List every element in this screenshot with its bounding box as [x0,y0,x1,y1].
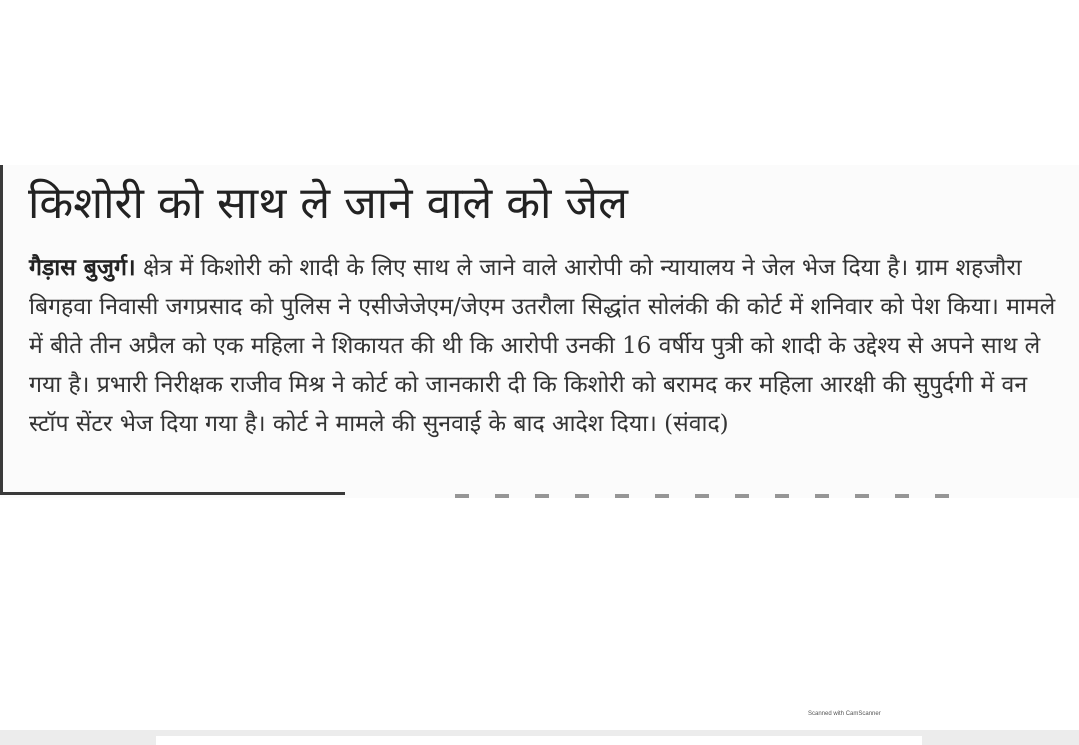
article-body [29,248,1059,444]
column-rule-bottom [0,492,345,495]
column-rule-left [0,165,3,495]
scanner-watermark: Scanned with CamScanner [808,711,881,717]
page-bottom-sheet [156,736,922,745]
article-headline: किशोरी को साथ ले जाने वाले को जेल [28,178,628,229]
article-body-text: क्षेत्र में किशोरी को शादी के लिए साथ ले जाने वाले आरोपी को न्यायालय ने जेल भेज दिया है। ग्राम शहजौरा बिगहवा निवासी जगप्रसाद को पुलिस ने एसीजेजेएम/जेएम उतरौला सिद्धांत सोलंकी की कोर्ट में शनिवार को पेश किया। मामले में बीते तीन अप्रैल को एक महिला ने शिकायत की थी कि आरोपी उनकी 16 वर्षीय पुत्री को शादी के उद्देश्य से अपने साथ ले गया है। प्रभारी निरीक्षक राजीव मिश्र ने कोर्ट को जानकारी दी कि किशोरी को बरामद कर महिला आरक्षी की सुपुर्दगी में वन स्टॉप सेंटर भेज दिया गया है। कोर्ट ने मामले की सुनवाई के बाद आदेश दिया। [29,255,1056,437]
cut-off-text-row [455,494,975,498]
article-dateline: गैड़ास बुजुर्ग। [29,254,136,281]
article-credit: (संवाद) [664,411,729,437]
